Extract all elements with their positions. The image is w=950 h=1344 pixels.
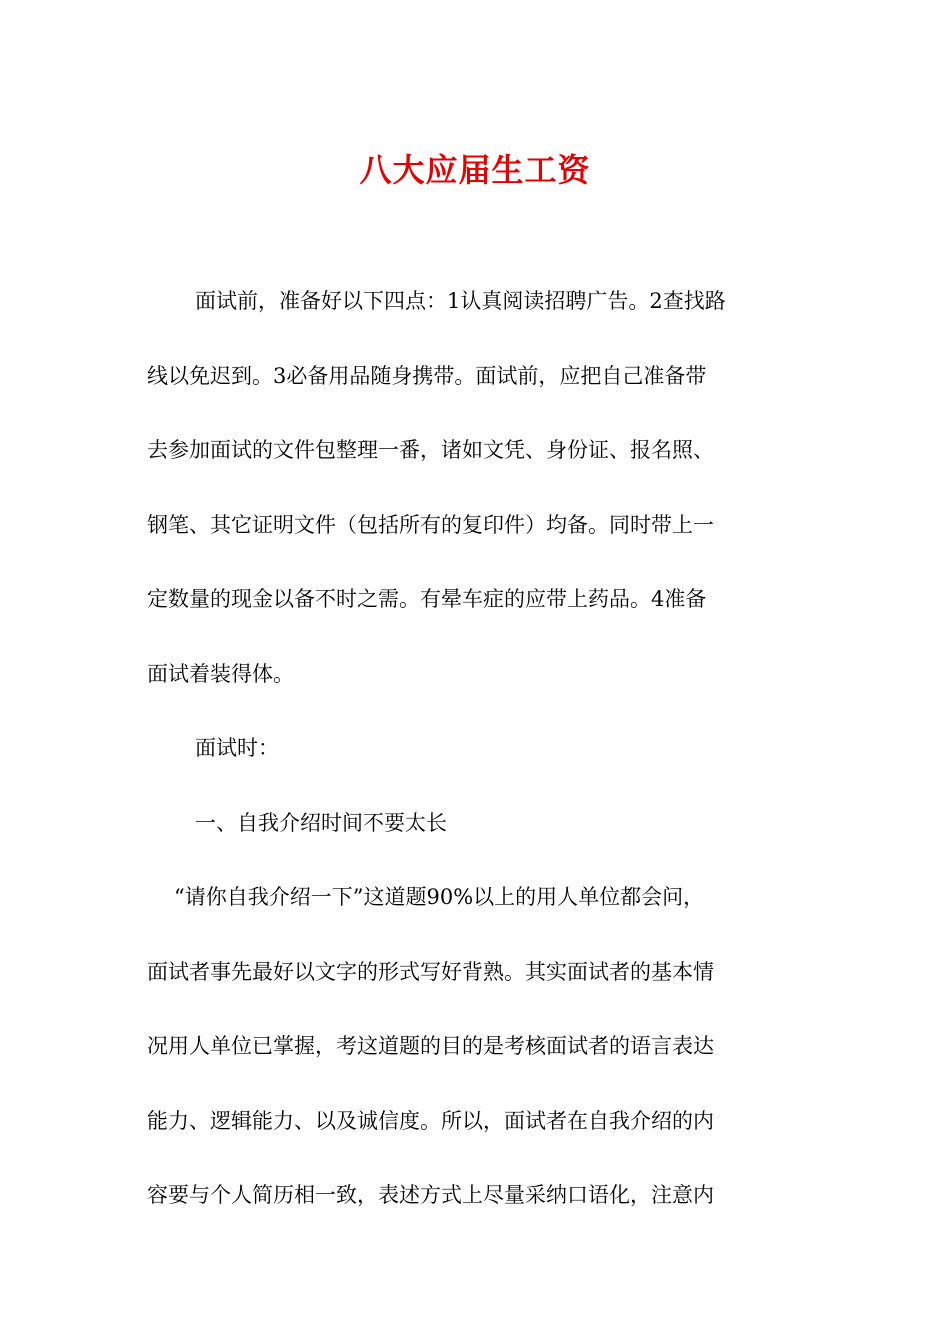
body-line: 容要与个人简历相一致，表述方式上尽量采纳口语化，注意内 — [147, 1183, 714, 1207]
body-line: 面试前，准备好以下四点：1认真阅读招聘广告。2查找路 — [195, 289, 726, 313]
section-heading: 一、自我介绍时间不要太长 — [195, 810, 447, 835]
body-line: 定数量的现金以备不时之需。有晕车症的应带上药品。4准备 — [147, 587, 707, 611]
body-line: 面试着装得体。 — [147, 661, 294, 686]
body-line: 能力、逻辑能力、以及诚信度。所以，面试者在自我介绍的内 — [147, 1108, 714, 1133]
section-label: 面试时： — [195, 736, 279, 760]
body-line: 线以免迟到。3必备用品随身携带。面试前，应把自己准备带 — [147, 363, 707, 388]
body-line: 钢笔、其它证明文件（包括所有的复印件）均备。同时带上一 — [147, 512, 714, 537]
body-line: 况用人单位已掌握，考这道题的目的是考核面试者的语言表达 — [147, 1034, 714, 1058]
body-line: 去参加面试的文件包整理一番，诸如文凭、身份证、报名照、 — [147, 438, 714, 462]
body-line: “请你自我介绍一下”这道题90%以上的用人单位都会问， — [174, 885, 705, 909]
document-body — [147, 279, 807, 1248]
body-line: 面试者事先最好以文字的形式写好背熟。其实面试者的基本情 — [147, 959, 714, 984]
document-title: 八大应届生工资 — [359, 151, 591, 189]
